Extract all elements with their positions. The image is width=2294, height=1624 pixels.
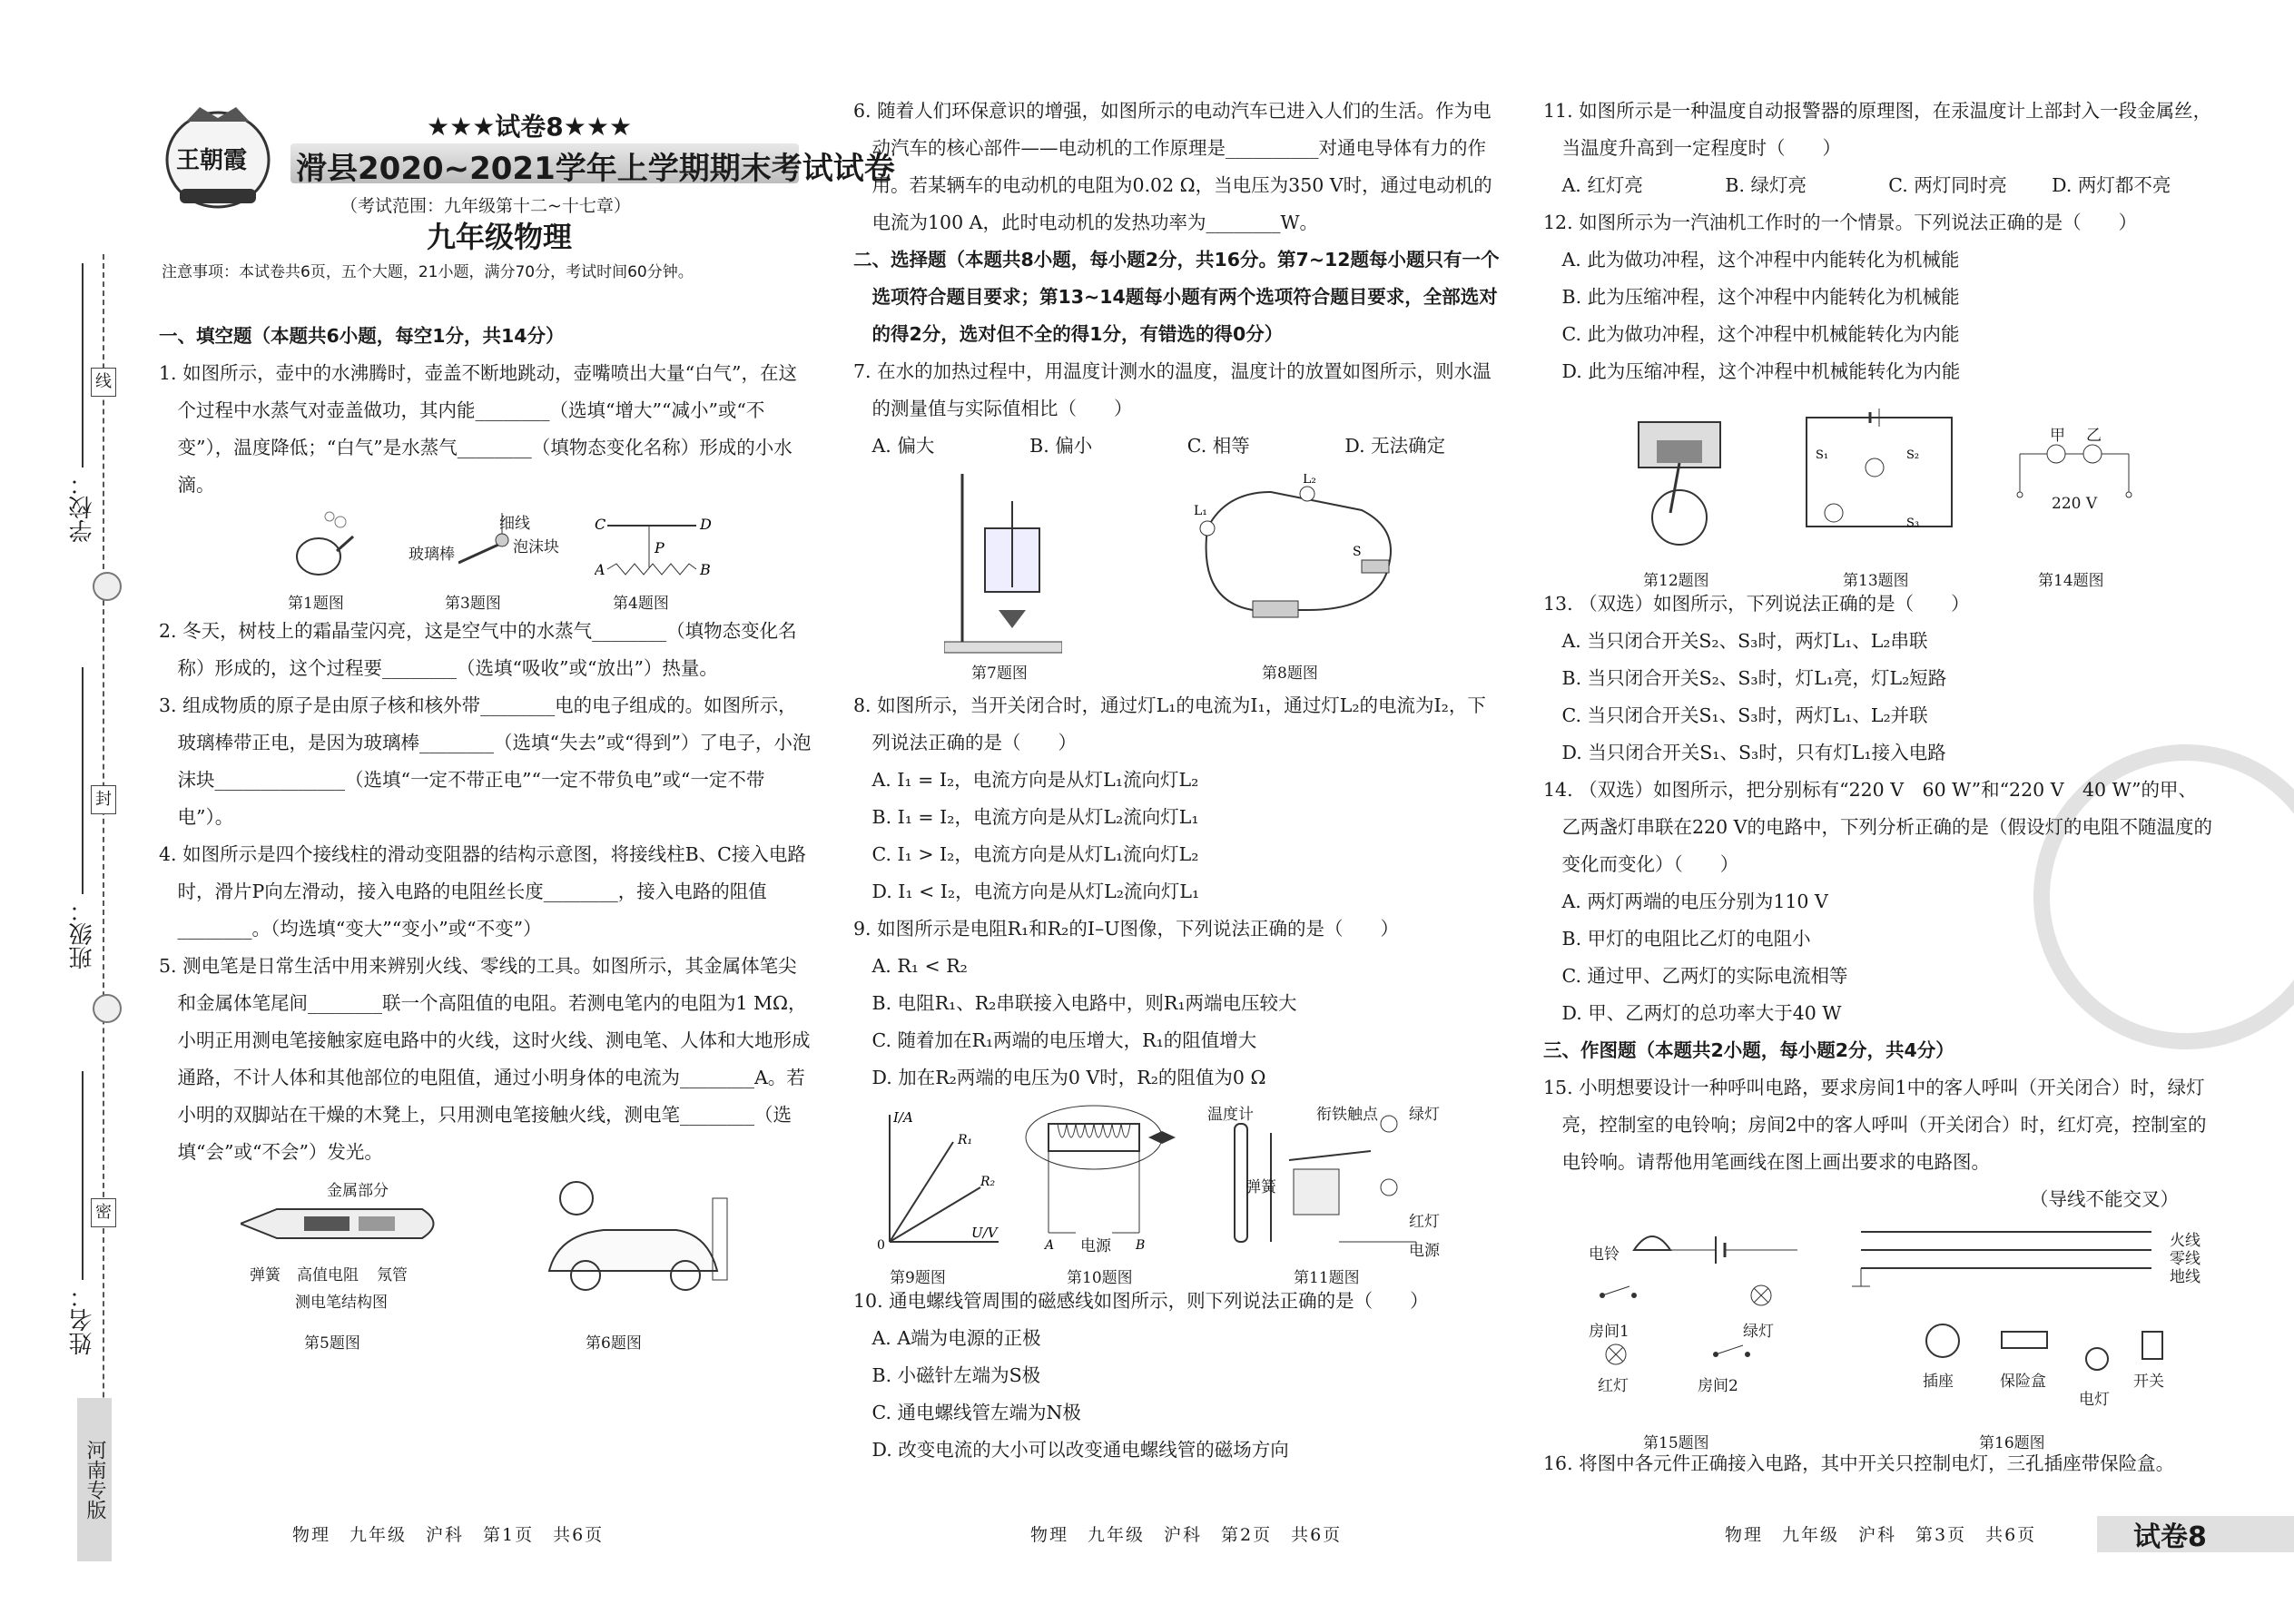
fig-16-caption: 第16题图 <box>1979 1434 2045 1452</box>
fig-11-contact-label: 衔铁触点 <box>1316 1106 1378 1124</box>
fig-16-fuse-label: 保险盒 <box>2000 1373 2046 1391</box>
page-3-footer: 物理 九年级 沪科 第3页 共6页 <box>1725 1525 2037 1545</box>
bell-battery-figure <box>1625 1223 1807 1277</box>
figures-15-16 <box>1543 1218 2215 1452</box>
fig-15-bell-label: 电铃 <box>1589 1245 1620 1264</box>
q14-option-c[interactable]: C. 通过甲、乙两灯的实际电流相等 <box>1561 965 1848 987</box>
column-3 <box>1543 93 2215 1482</box>
question-11: 11. 如图所示是一种温度自动报警器的原理图，在汞温度计上部封入一段金属丝，当温度升高到一定程度时（ ） <box>1543 100 2212 159</box>
name-label: 姓名： <box>69 1284 96 1355</box>
question-5: 5. 测电笔是日常生活中用来辨别火线、零线的工具。如图所示，其金属体笔尖和金属体笔尾间________联一个高阻值的电阻。若测电笔内的电阻为1 MΩ，小明正用测电笔接触家庭电路中的火线，这时火线、测电笔、人体和大地形成通路，不计人体和其他部位的电阻值，通过小明身体的电流为________A。若小明的双脚站在干燥的木凳上，只用测电笔接触火线，测电笔________（选填“会”或“不会”）发光。 <box>159 955 811 1163</box>
seal-char-xian: 线 <box>91 368 116 397</box>
svg-text:A: A <box>595 561 605 578</box>
fig-16-socket-label: 插座 <box>1923 1373 1954 1391</box>
seal-char-feng: 封 <box>91 785 116 814</box>
question-8: 8. 如图所示，当开关闭合时，通过灯L₁的电流为I₁，通过灯L₂的电流为I₂，下列说法正确的是（ ） <box>853 694 1486 753</box>
q14-option-a[interactable]: A. 两灯两端的电压分别为110 V <box>1561 891 1828 912</box>
electric-car-figure <box>540 1171 731 1307</box>
q7-option-c[interactable]: C. 相等 <box>1186 435 1250 457</box>
fig-15-room1-label: 房间1 <box>1589 1323 1629 1341</box>
fig-16-neutral-label: 零线 <box>2170 1250 2200 1268</box>
fig-5-tube-label: 氖管 <box>377 1266 408 1284</box>
q12-option-a[interactable]: A. 此为做功冲程，这个冲程中内能转化为机械能 <box>1561 249 1960 271</box>
figures-9-10-11 <box>853 1097 1502 1287</box>
fig-14-jia-label: 甲 <box>2050 427 2065 445</box>
svg-text:P: P <box>655 539 665 556</box>
binding-hole-icon <box>93 572 122 601</box>
page-1-footer: 物理 九年级 沪科 第1页 共6页 <box>292 1525 605 1545</box>
figures-7-8 <box>853 465 1502 687</box>
question-9: 9. 如图所示是电阻R₁和R₂的I–U图像，下列说法正确的是（ ） <box>853 918 1400 940</box>
svg-text:S₃: S₃ <box>1906 517 1920 530</box>
q9-option-a[interactable]: A. R₁ < R₂ <box>871 955 968 977</box>
question-10: 10. 通电螺线管周围的磁感线如图所示，则下列说法正确的是（ ） <box>853 1290 1429 1312</box>
fig-10-source-label: 电源 <box>1080 1237 1111 1255</box>
fig-11-thermometer-label: 温度计 <box>1207 1106 1254 1124</box>
fig-5-caption: 第5题图 <box>304 1334 360 1353</box>
fig-11-source-label: 电源 <box>1409 1242 1440 1260</box>
fig-15-caption: 第15题图 <box>1643 1434 1709 1452</box>
q12-option-c[interactable]: C. 此为做功冲程，这个冲程中机械能转化为内能 <box>1561 323 1960 345</box>
svg-text:S₂: S₂ <box>1906 448 1920 462</box>
svg-text:C: C <box>595 516 606 533</box>
fig-16-lamp-label: 电灯 <box>2079 1391 2110 1409</box>
section-3-heading: 三、作图题（本题共2小题，每小题2分，共4分） <box>1543 1039 1954 1061</box>
fig-3-rod-label: 玻璃棒 <box>409 546 455 564</box>
svg-text:0: 0 <box>877 1238 885 1251</box>
question-2: 2. 冬天，树枝上的霜晶莹闪亮，这是空气中的水蒸气________（填物态变化名称）形成的，这个过程要________（选填“吸收”或“放出”）热量。 <box>159 620 797 679</box>
series-lamps-figure <box>1189 474 1407 628</box>
column-2 <box>853 93 1502 1469</box>
q12-option-b[interactable]: B. 此为压缩冲程，这个冲程中内能转化为机械能 <box>1561 286 1960 308</box>
fig-9-caption: 第9题图 <box>890 1269 946 1287</box>
q9-option-b[interactable]: B. 电阻R₁、R₂串联接入电路中，则R₁两端电压较大 <box>871 992 1297 1014</box>
svg-text:S: S <box>1353 545 1362 559</box>
column-1 <box>159 318 812 1362</box>
question-1: 1. 如图所示，壶中的水沸腾时，壶盖不断地跳动，壶嘴喷出大量“白气”，在这个过程中水蒸气对壶盖做功，其内能________（选填“增大”“减小”或“不变”），温度降低；“白气”是水蒸气________（填物态变化名称）形成的小水滴。 <box>159 362 798 496</box>
q8-option-b[interactable]: B. I₁ = I₂，电流方向是从灯L₂流向灯L₁ <box>871 806 1199 828</box>
paper-number: ★★★试卷8★★★ <box>427 112 633 142</box>
q11-options <box>1543 167 2215 204</box>
question-12: 12. 如图所示为一汽油机工作时的一个情景。下列说法正确的是（ ） <box>1543 212 2138 233</box>
paper-badge: 试卷8 <box>2133 1521 2207 1553</box>
q15-note: （导线不能交叉） <box>2030 1188 2179 1210</box>
svg-text:U/V: U/V <box>971 1225 998 1241</box>
q13-option-b[interactable]: B. 当只闭合开关S₂、S₃时，灯L₁亮，灯L₂短路 <box>1561 667 1947 689</box>
q10-option-c[interactable]: C. 通电螺线管左端为N极 <box>871 1402 1081 1423</box>
section-1-heading: 一、填空题（本题共6小题，每空1分，共14分） <box>159 325 565 347</box>
question-6: 6. 随着人们环保意识的增强，如图所示的电动汽车已进入人们的生活。作为电动汽车的核心部件——电动机的工作原理是__________对通电导体有力的作用。若某辆车的电动机的电阻为0.02 Ω，当电压为350 V时，通过电动机的电流为100 A，此时电动机的发热功率为________W。 <box>853 100 1492 233</box>
fig-1-caption: 第1题图 <box>288 595 344 613</box>
notice: 注意事项：本试卷共6页，五个大题，21小题，满分70分，考试时间60分钟。 <box>162 263 694 281</box>
fig-15-red-label: 红灯 <box>1598 1377 1629 1395</box>
q8-option-a[interactable]: A. I₁ = I₂，电流方向是从灯L₁流向灯L₂ <box>871 769 1199 791</box>
q10-option-b[interactable]: B. 小磁针左端为S极 <box>871 1364 1041 1386</box>
q11-option-a[interactable]: A. 红灯亮 <box>1561 174 1643 196</box>
q14-option-b[interactable]: B. 甲灯的电阻比乙灯的电阻小 <box>1561 928 1811 950</box>
question-3: 3. 组成物质的原子是由原子核和核外带________电的电子组成的。如图所示，玻璃棒带正电，是因为玻璃棒________（选填“失去”或“得到”）了电子，小泡沫块______________（选填“一定不带正电”“一定不带负电”或“一定不带电”）。 <box>159 694 812 828</box>
fig-13-caption: 第13题图 <box>1843 572 1909 590</box>
fig-5-struct-label: 测电笔结构图 <box>295 1294 388 1312</box>
binding-hole-icon <box>93 994 122 1023</box>
q13-option-c[interactable]: C. 当只闭合开关S₁、S₃时，两灯L₁、L₂并联 <box>1561 704 1928 726</box>
iu-graph-figure <box>871 1106 1008 1251</box>
fig-3-caption: 第3题图 <box>445 595 501 613</box>
q9-option-d[interactable]: D. 加在R₂两端的电压为0 V时，R₂的阻值为0 Ω <box>871 1067 1266 1088</box>
glass-rod-figure <box>458 513 522 567</box>
q13-option-a[interactable]: A. 当只闭合开关S₂、S₃时，两灯L₁、L₂串联 <box>1561 630 1928 652</box>
page-2-footer: 物理 九年级 沪科 第2页 共6页 <box>1030 1525 1343 1545</box>
fig-3-foam-label: 泡沫块 <box>513 538 559 556</box>
svg-text:R₁: R₁ <box>958 1133 973 1147</box>
svg-text:B: B <box>1136 1238 1146 1251</box>
q9-option-c[interactable]: C. 随着加在R₁两端的电压增大，R₁的阻值增大 <box>871 1029 1257 1051</box>
switch-circuit-figure <box>1797 408 1961 545</box>
binding-margin <box>0 0 136 1624</box>
svg-text:S₁: S₁ <box>1816 448 1829 462</box>
fig-11-red-label: 红灯 <box>1409 1213 1440 1231</box>
test-pen-figure <box>241 1196 449 1251</box>
fig-14-caption: 第14题图 <box>2038 572 2104 590</box>
class-label: 班级： <box>69 899 96 969</box>
engine-figure <box>1629 404 1729 549</box>
svg-text:D: D <box>700 516 712 533</box>
fig-15-green-label: 绿灯 <box>1743 1323 1774 1341</box>
q7-option-b[interactable]: B. 偏小 <box>1029 435 1093 457</box>
heating-apparatus-figure <box>944 474 1062 655</box>
school-label: 学校： <box>69 472 96 543</box>
fig-7-caption: 第7题图 <box>971 664 1028 683</box>
svg-text:I/A: I/A <box>893 1109 913 1126</box>
figures-1-3-4 <box>159 504 812 613</box>
seal-char-mi: 密 <box>91 1198 116 1227</box>
fig-5-resistor-label: 高值电阻 <box>297 1266 359 1284</box>
question-14: 14. （双选）如图所示，把分别标有“220 V 60 W”和“220 V 40 W”的甲、乙两盏灯串联在220 V的电路中，下列分析正确的是（假设灯的电阻不随温度的变化而变化）（ ） <box>1543 779 2212 875</box>
fig-6-caption: 第6题图 <box>586 1334 642 1353</box>
fig-12-caption: 第12题图 <box>1643 572 1709 590</box>
q8-option-c[interactable]: C. I₁ > I₂，电流方向是从灯L₁流向灯L₂ <box>871 843 1199 865</box>
svg-text:L₂: L₂ <box>1303 474 1316 487</box>
fig-16-switch-label: 开关 <box>2133 1373 2164 1391</box>
fig-14-yi-label: 乙 <box>2086 427 2102 445</box>
q10-option-a[interactable]: A. A端为电源的正极 <box>871 1327 1041 1349</box>
logo <box>163 100 272 213</box>
q11-option-d[interactable]: D. 两灯都不亮 <box>2052 174 2171 196</box>
fig-11-spring-label: 弹簧 <box>1245 1178 1276 1196</box>
fig-5-metal-label: 金属部分 <box>327 1182 389 1200</box>
question-4: 4. 如图所示是四个接线柱的滑动变阻器的结构示意图，将接线柱B、C接入电路时，滑片P向左滑动，接入电路的电阻丝长度________，接入电路的阻值________。（均选填“变大”“变小”或“不变”） <box>159 843 806 940</box>
q8-option-d[interactable]: D. I₁ < I₂，电流方向是从灯L₂流向灯L₁ <box>871 881 1200 902</box>
region-badge: 河南专版 <box>77 1398 112 1561</box>
svg-text:A: A <box>1045 1238 1055 1251</box>
fig-14-voltage-label: 220 V <box>2052 495 2098 513</box>
name-field[interactable] <box>82 1071 84 1280</box>
question-7: 7. 在水的加热过程中，用温度计测水的温度，温度计的放置如图所示，则水温的测量值与实际值相比（ ） <box>853 360 1492 419</box>
q7-option-d[interactable]: D. 无法确定 <box>1344 435 1446 457</box>
section-2-heading: 二、选择题（本题共8小题，每小题2分，共16分。第7~12题每小题只有一个选项符合题目要求；第13~14题每小题有两个选项符合题目要求，全部选对的得2分，选对但不全的得1分，有错选的得0分） <box>853 249 1500 345</box>
svg-text:B: B <box>700 561 711 578</box>
svg-text:L₁: L₁ <box>1194 504 1207 518</box>
school-field[interactable] <box>82 263 84 468</box>
rheostat-figure <box>595 513 713 586</box>
figures-5-6 <box>159 1171 812 1362</box>
fig-3-thread-label: 细线 <box>499 515 530 533</box>
q13-option-d[interactable]: D. 当只闭合开关S₁、S₃时，只有灯L₁接入电路 <box>1561 742 1946 763</box>
q12-option-d[interactable]: D. 此为压缩冲程，这个冲程中机械能转化为内能 <box>1561 360 1961 382</box>
question-16: 16. 将图中各元件正确接入电路，其中开关只控制电灯，三孔插座带保险盒。 <box>1543 1452 2175 1474</box>
svg-text:R₂: R₂ <box>980 1175 996 1189</box>
q14-option-d[interactable]: D. 甲、乙两灯的总功率大于40 W <box>1561 1002 1842 1024</box>
seal-line <box>103 254 104 1543</box>
q7-option-a[interactable]: A. 偏大 <box>871 435 935 457</box>
q10-option-d[interactable]: D. 改变电流的大小可以改变通电螺线管的磁场方向 <box>871 1439 1289 1461</box>
subject-title: 九年级物理 <box>427 220 573 254</box>
class-field[interactable] <box>82 667 84 894</box>
exam-scope: （考试范围：九年级第十二~十七章） <box>340 196 631 216</box>
fig-11-green-label: 绿灯 <box>1409 1106 1440 1124</box>
q11-option-b[interactable]: B. 绿灯亮 <box>1725 174 1807 196</box>
fig-15-room2-label: 房间2 <box>1698 1377 1738 1395</box>
question-13: 13. （双选）如图所示，下列说法正确的是（ ） <box>1543 593 1970 615</box>
fig-11-caption: 第11题图 <box>1294 1269 1360 1287</box>
fig-5-spring-label: 弹簧 <box>250 1266 281 1284</box>
figures-12-13-14 <box>1543 390 2215 590</box>
logo-text: 王朝霞 <box>176 147 248 174</box>
q7-options <box>853 428 1502 465</box>
fig-8-caption: 第8题图 <box>1262 664 1318 683</box>
fig-10-caption: 第10题图 <box>1067 1269 1133 1287</box>
fig-16-live-label: 火线 <box>2170 1232 2200 1250</box>
question-15: 15. 小明想要设计一种呼叫电路，要求房间1中的客人呼叫（开关闭合）时，绿灯亮，控制室的电铃响；房间2中的客人呼叫（开关闭合）时，红灯亮，控制室的电铃响。请帮他用笔画线在图上画出要求的电路图。 <box>1543 1077 2207 1173</box>
fig-4-caption: 第4题图 <box>613 595 669 613</box>
fig-16-ground-label: 地线 <box>2170 1268 2200 1286</box>
kettle-figure <box>286 509 359 582</box>
exam-title: 滑县2020~2021学年上学期期末考试试卷 <box>296 151 895 187</box>
q11-option-c[interactable]: C. 两灯同时亮 <box>1888 174 2007 196</box>
